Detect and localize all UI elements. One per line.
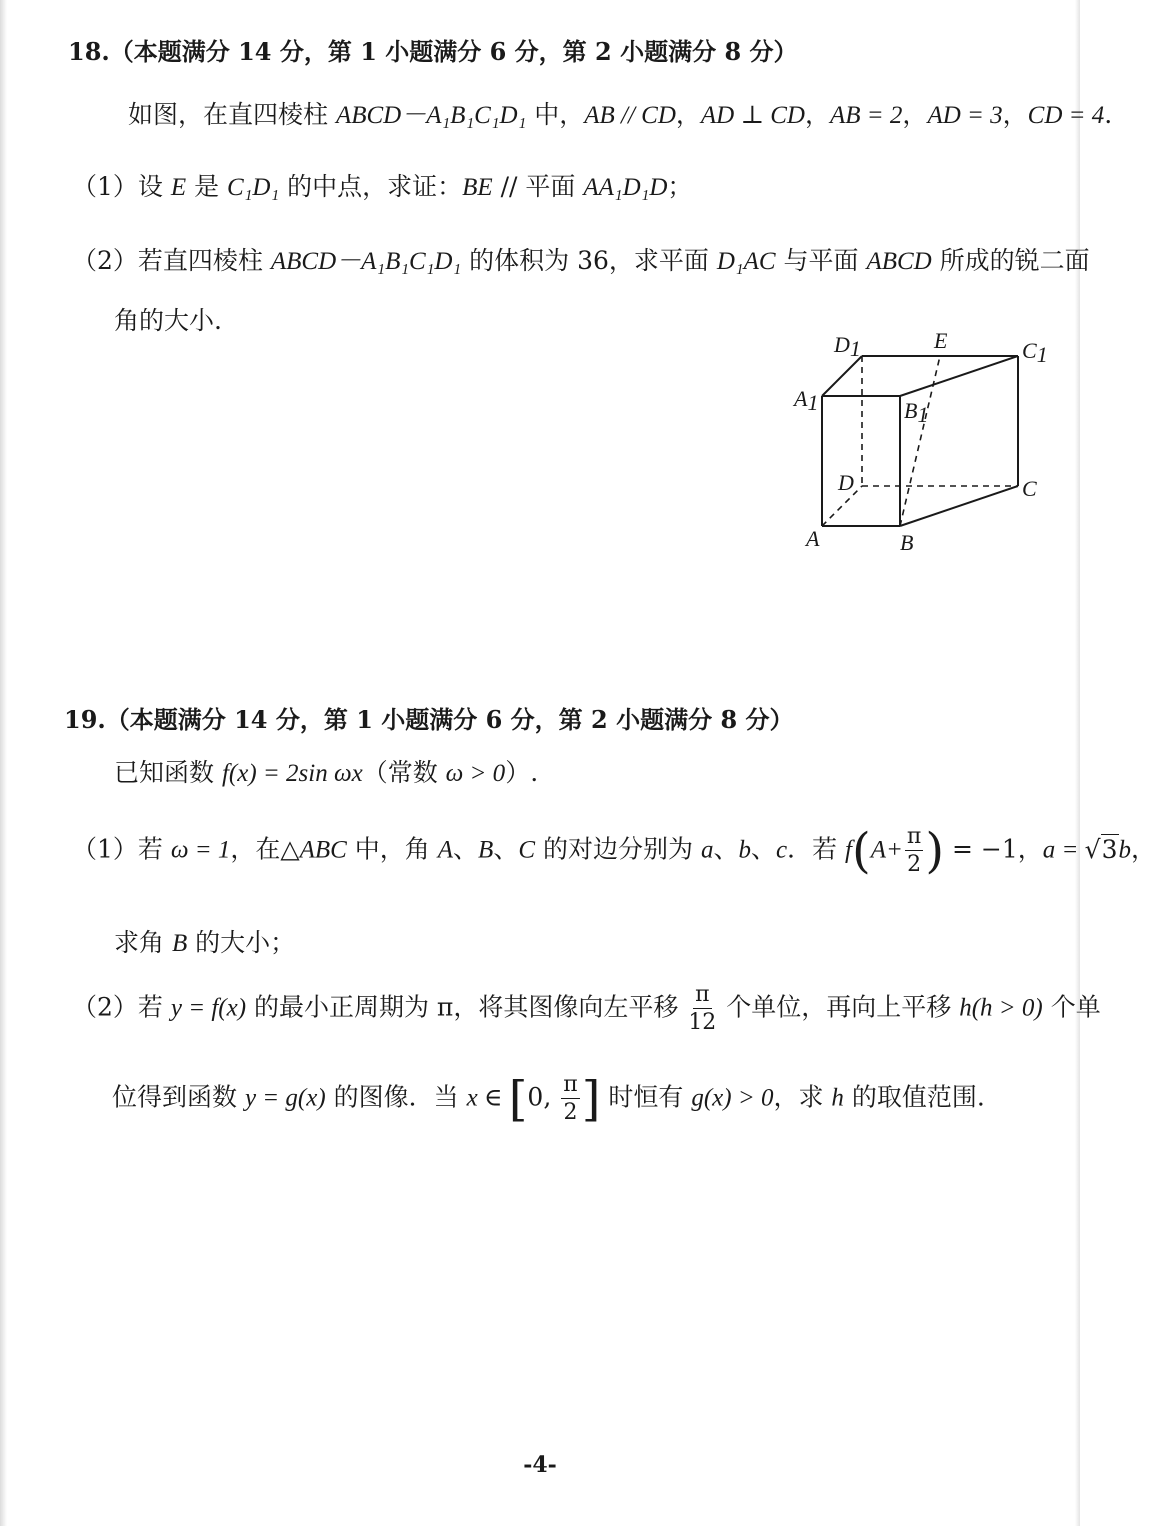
label-d1: D1 (834, 332, 861, 361)
q19-part1-open-paren: ( (851, 823, 871, 879)
q18-part2-continuation: 角的大小. (114, 306, 222, 335)
q18-part2-label: （2） (72, 246, 138, 275)
scan-edge-right (1075, 0, 1080, 1526)
q19-part1-sqrt: √3 (1084, 834, 1118, 864)
q19-part2-interval-num: π (563, 1072, 578, 1097)
q18-cond-ad: AD = 3 (927, 102, 1003, 129)
q19-part2-yf: y = f(x) (170, 994, 247, 1022)
q18-stem-prism: ABCD－A₁B₁C₁D₁ (335, 102, 527, 129)
q18-part2-prism: ABCD－A₁B₁C₁D₁ (270, 248, 462, 275)
q19-part2-text-2: 的最小正周期为 π，将其图像向左平移 (246, 992, 687, 1022)
edge-b-c (900, 486, 1018, 526)
q19-part1-label: （1） (72, 834, 138, 864)
q18-part2-plane-1: D₁AC (716, 248, 776, 275)
q18-cond-perp: AD ⊥ CD (700, 102, 805, 129)
q19-part2-open-bracket: [ (508, 1071, 528, 1127)
q19-part1-dun-3: 、 (713, 834, 739, 864)
q19-part1-text-5: ．若 (787, 834, 846, 864)
q19-part2-x-in: x ∈ (466, 1084, 509, 1112)
q18-part2-plane-2: ABCD (866, 248, 932, 275)
q19-part2-continuation (112, 1071, 985, 1127)
q19-stem-text-1: 已知函数 (114, 758, 222, 787)
hidden-segment-be (900, 356, 940, 526)
q18-cond-parallel: AB // CD (584, 102, 676, 129)
q19-part1-triangle: ABC (299, 836, 347, 864)
q19-part1 (72, 823, 1156, 879)
q19-part1-equals: = −1， (944, 834, 1043, 864)
q18-stem-text-1: 如图，在直四棱柱 (128, 100, 336, 129)
q19-part1-text-2: ，在△ (230, 834, 300, 864)
q18-part1-e: E (170, 174, 187, 201)
q19-part1-radicand: 3 (1101, 834, 1118, 864)
q19-part1-f: f (845, 836, 852, 864)
edge-a1-d1 (822, 356, 862, 396)
q18-stem-end: . (1104, 100, 1113, 129)
q19-part2-gx: g(x) > 0 (691, 1084, 774, 1112)
q19-part1-frac-num: π (906, 824, 922, 849)
q19-part1-text-3: 中，角 (346, 834, 438, 864)
q19-part2-label: （2） (72, 992, 138, 1022)
q18-part1 (72, 172, 692, 203)
label-c1: C1 (1022, 338, 1048, 367)
q19-stem-text-2: （常数 (362, 758, 446, 787)
q19-part1-frac-den: 2 (907, 852, 922, 877)
q19-part2-interval-start: 0, (527, 1082, 560, 1112)
scan-edge-left (0, 0, 7, 1526)
q19-part2-text-1: 若 (137, 992, 171, 1022)
q19-stem (114, 758, 538, 789)
q19-part1-angle-b: B (478, 836, 494, 864)
q19-part2-interval-fraction (561, 1074, 579, 1124)
q18-header: 18.（本题满分 14 分，第 1 小题满分 6 分，第 2 小题满分 8 分） (68, 37, 798, 66)
q18-part1-label: （1） (72, 172, 138, 201)
q19-part2-shift-num: π (695, 982, 710, 1007)
q18-part1-plane: AA₁D₁D (583, 174, 668, 201)
q19-part1-fraction (905, 826, 923, 876)
q19-part2-shift-fraction (688, 984, 716, 1034)
q19-part2-l2-b: 的图像．当 (325, 1082, 467, 1112)
q19-part2-l2-d: ，求 (773, 1082, 832, 1112)
q19-part1-dun-2: 、 (493, 834, 519, 864)
q18-part1-text-1: 设 (137, 172, 171, 201)
label-a: A (806, 526, 820, 551)
q18-sep-4: ， (1002, 100, 1028, 129)
label-b: B (900, 530, 914, 555)
q18-part2 (72, 246, 1090, 277)
q19-function: f(x) = 2sin ωx (221, 760, 363, 787)
q19-part2-l2-c: 时恒有 (600, 1082, 692, 1112)
page-number: -4- (523, 1452, 557, 1478)
q18-part1-text-2: 是 (186, 172, 228, 201)
q18-part2-text-1: 若直四棱柱 (137, 246, 271, 275)
q19-part1-a-eq: a = (1042, 836, 1085, 864)
q19-part1-side-b: b (738, 836, 751, 864)
q19-stem-text-3: ）. (505, 758, 539, 787)
q19-part2-l2-a: 位得到函数 (112, 1082, 245, 1112)
q18-part2-text-3: 与平面 (775, 246, 867, 275)
q19-part2-l2-e: 的取值范围. (843, 1082, 985, 1112)
q18-sep-3: ， (902, 100, 928, 129)
q19-part1-dun-1: 、 (453, 834, 479, 864)
q19-part1-cont-b: B (171, 930, 188, 957)
q19-part1-omega: ω = 1 (170, 836, 231, 864)
q18-part2-text-4: 所成的锐二面 (931, 246, 1090, 275)
q18-part1-end: ； (667, 172, 693, 201)
label-b1: B1 (904, 398, 929, 427)
q19-part2 (72, 984, 1101, 1034)
q18-sep-2: ， (804, 100, 830, 129)
q19-part2-text-4: 个单 (1042, 992, 1101, 1022)
q19-part2-hh: h (831, 1084, 844, 1112)
q18-part1-text-3: 的中点，求证： (279, 172, 463, 201)
q18-stem-text-2: 中， (526, 100, 585, 129)
q19-part1-side-a: a (700, 836, 714, 864)
q19-part1-angle-c: C (518, 836, 536, 864)
q18-part1-text-4: // 平面 (492, 172, 584, 201)
q19-part1-end: ， (1131, 834, 1156, 864)
q19-condition: ω > 0 (445, 760, 506, 787)
q19-part1-continuation (114, 928, 295, 959)
q19-header: 19.（本题满分 14 分，第 1 小题满分 6 分，第 2 小题满分 8 分） (64, 705, 794, 734)
label-d: D (838, 470, 854, 495)
q18-part1-be: BE (462, 174, 493, 201)
q18-sep-1: ， (675, 100, 701, 129)
q19-part1-inner: A+ (870, 836, 903, 864)
q19-part1-text-4: 的对边分别为 (535, 834, 701, 864)
q19-part2-h: h(h > 0) (959, 994, 1043, 1022)
q19-part1-cont-2: 的大小； (187, 928, 296, 957)
q18-cond-ab: AB = 2 (830, 102, 903, 129)
q19-part1-angle-a: A (437, 836, 454, 864)
q18-cond-cd: CD = 4 (1027, 102, 1105, 129)
q19-part1-dun-4: 、 (750, 834, 776, 864)
q18-stem (128, 100, 1112, 131)
q19-part1-b-var: b (1118, 836, 1131, 864)
q19-part1-side-c: c (775, 836, 788, 864)
label-c: C (1022, 476, 1037, 501)
q19-part2-shift-den: 12 (688, 1010, 717, 1035)
q19-part2-close-bracket: ] (581, 1071, 601, 1127)
q19-part2-text-3: 个单位，再向上平移 (718, 992, 960, 1022)
q19-part2-yg: y = g(x) (244, 1084, 326, 1112)
q19-part2-interval-den: 2 (563, 1100, 578, 1125)
label-a1: A1 (794, 386, 819, 415)
q19-part1-cont-1: 求角 (114, 928, 172, 957)
q18-part1-seg: C₁D₁ (227, 174, 280, 201)
prism-figure (790, 330, 1050, 560)
q19-part1-close-paren: ) (925, 823, 945, 879)
edge-b1-c1 (900, 356, 1018, 396)
q19-part1-text-1: 若 (137, 834, 171, 864)
q18-part2-text-2: 的体积为 36，求平面 (461, 246, 717, 275)
label-e: E (934, 328, 948, 353)
